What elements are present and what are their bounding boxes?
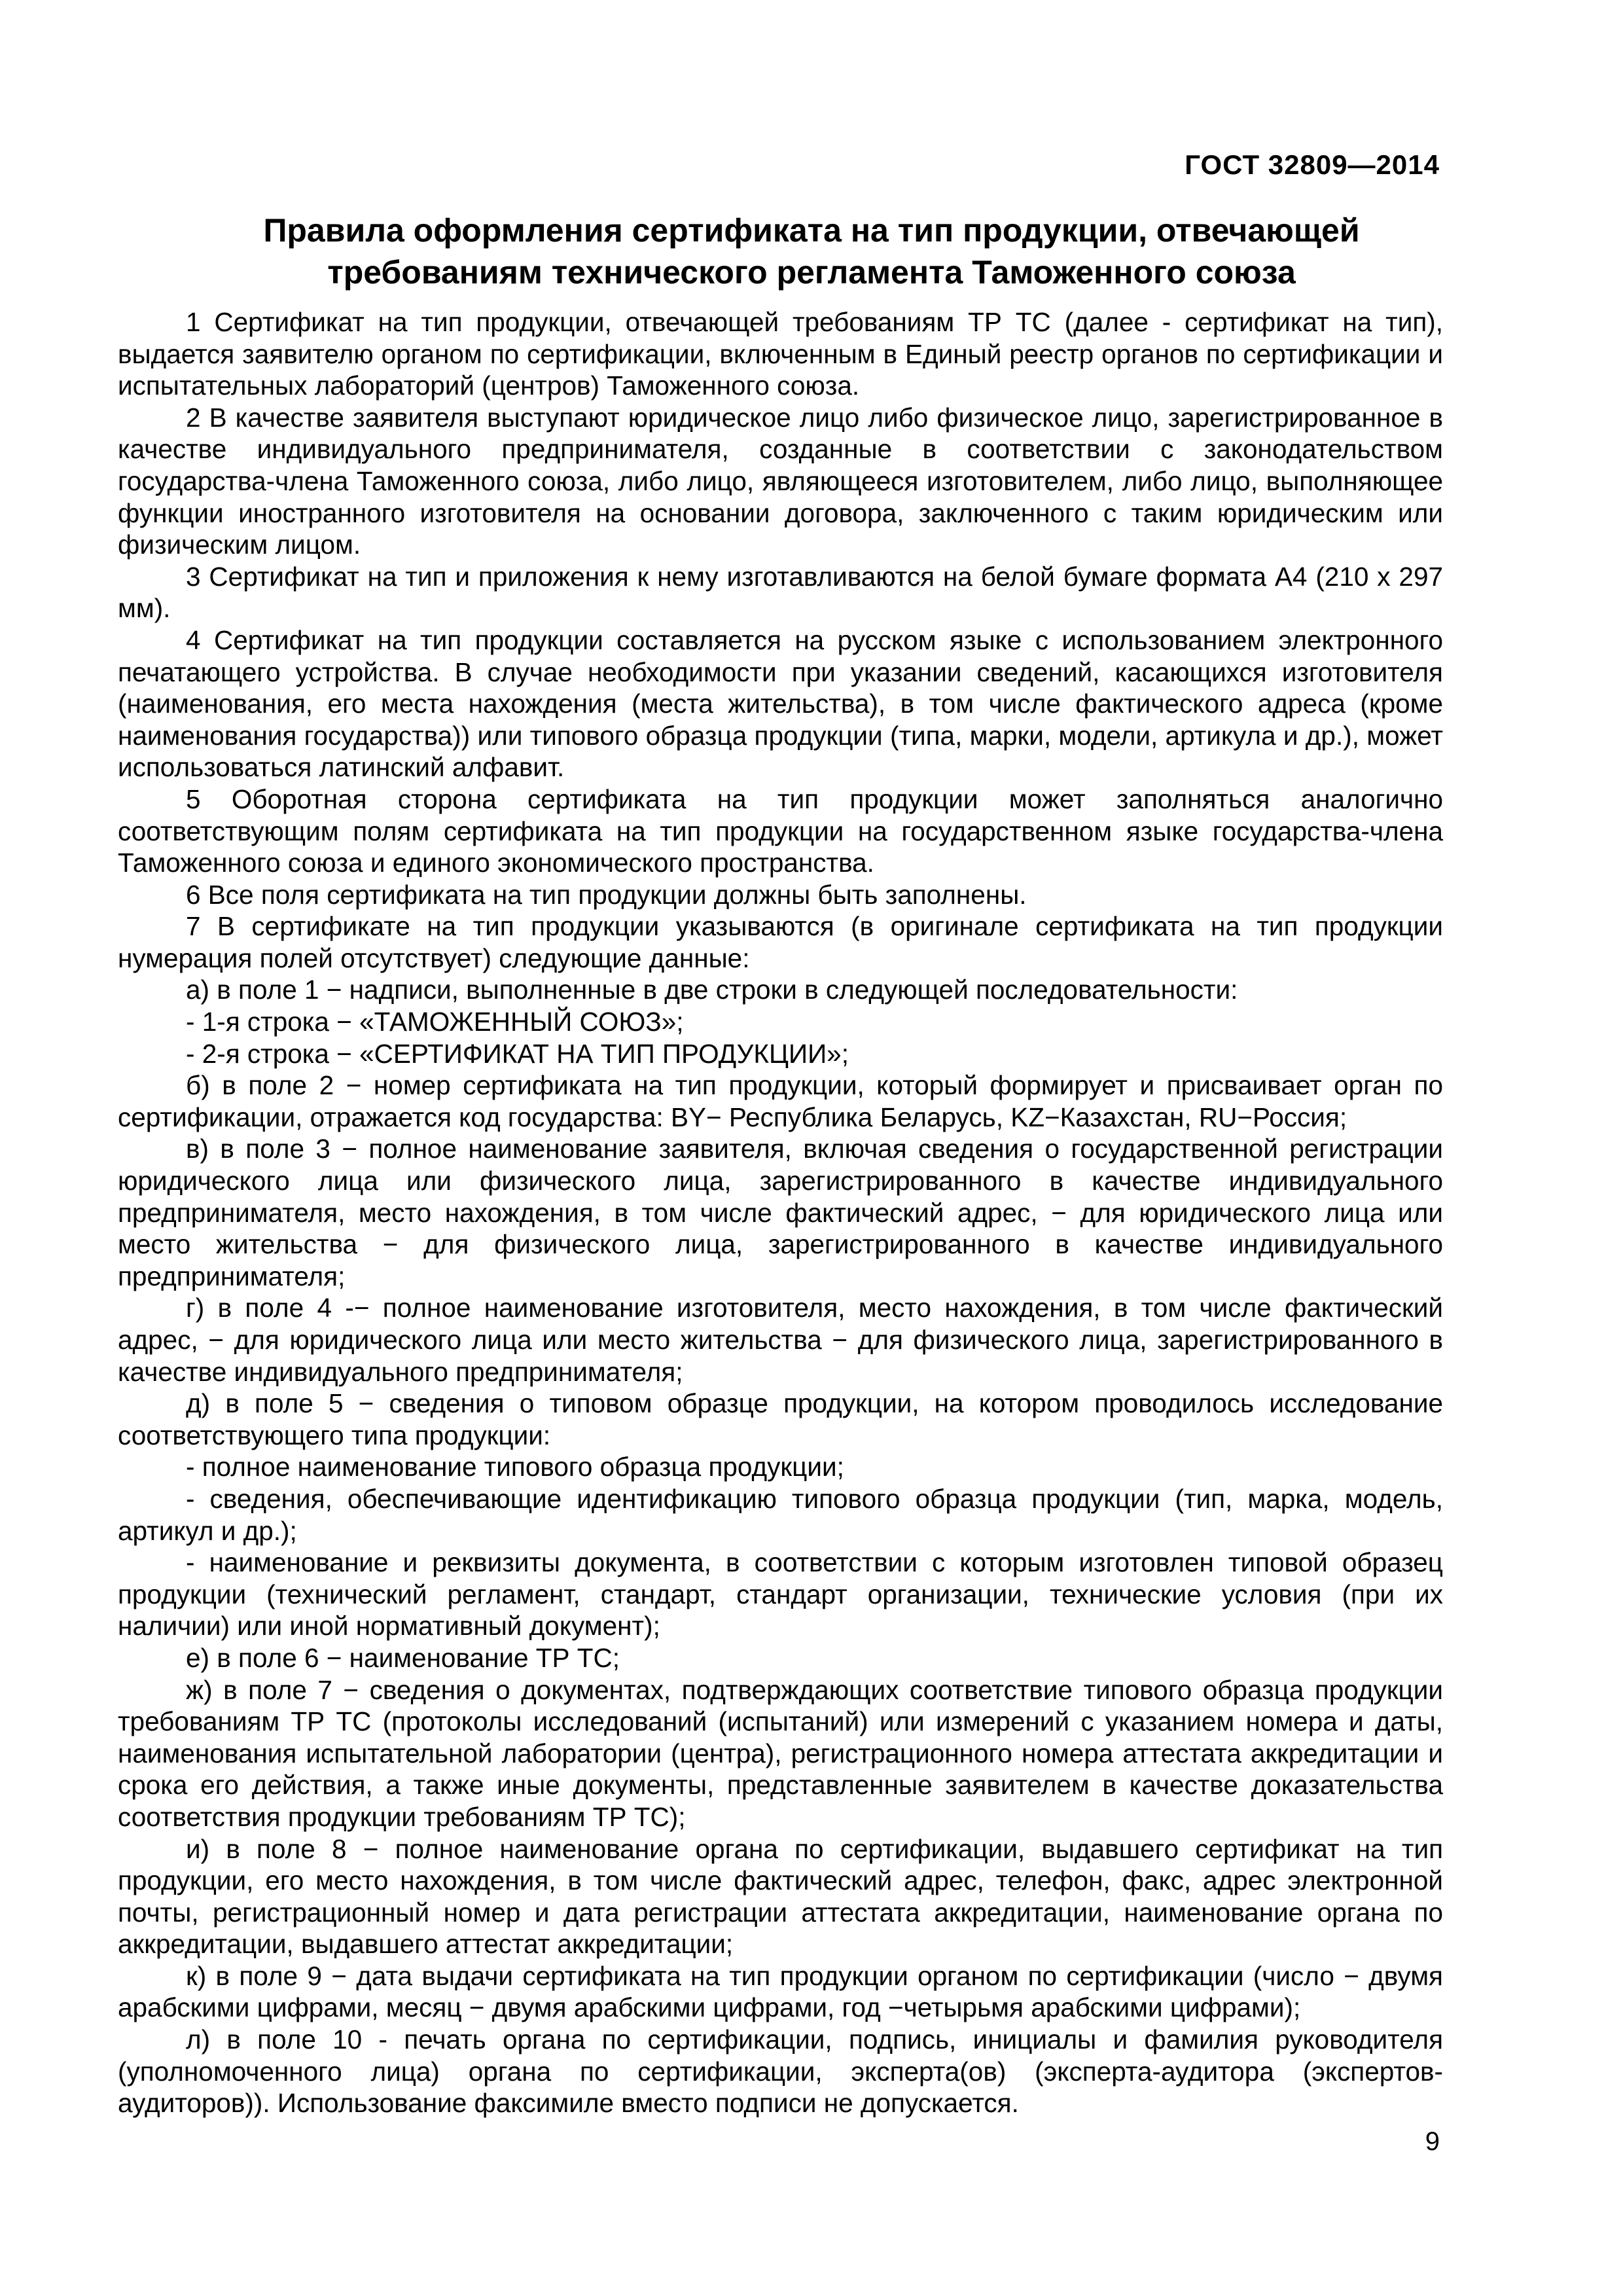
paragraph: 4 Сертификат на тип продукции составляется на русском языке с использованием электронного печатающего устройства. В случае необходимости при указании сведений, касающихся изготовителя (наименования, его места нахождения (места жительства), в том числе фактического адреса (кроме наименования государства)) или типового образца продукции (типа, марки, модели, артикула и др.), может использоваться латинский алфавит. — [118, 624, 1443, 783]
paragraph: 7 В сертификате на тип продукции указываются (в оригинале сертификата на тип продукции нумерация полей отсутствует) следующие данные: — [118, 911, 1443, 973]
list-item: и) в поле 8 − полное наименование органа по сертификации, выдавшего сертификат на тип продукции, его место нахождения, в том числе фактический адрес, телефон, факс, адрес электронной почты, регистрационный номер и дата регистрации аттестата аккредитации, наименование органа по аккредитации, выдавшего аттестат аккредитации; — [118, 1833, 1443, 1960]
page-number: 9 — [1425, 2127, 1440, 2156]
paragraph: 3 Сертификат на тип и приложения к нему изготавливаются на белой бумаге формата А4 (210 х 297 мм). — [118, 561, 1443, 624]
paragraph: 6 Все поля сертификата на тип продукции должны быть заполнены. — [186, 879, 1027, 910]
list-item: - наименование и реквизиты документа, в соответствии с которым изготовлен типовой образец продукции (технический регламент, стандарт, стандарт организации, технические условия (при их наличии) или иной нормативный документ); — [118, 1547, 1443, 1641]
section-title — [196, 209, 1427, 293]
document-body — [118, 306, 1443, 2119]
section-title-line-2: требованиям технического регламента Таможенного союза — [327, 254, 1296, 291]
list-item: - 2-я строка − «СЕРТИФИКАТ НА ТИП ПРОДУКЦИИ»; — [186, 1038, 849, 1069]
paragraph: 5 Оборотная сторона сертификата на тип продукции может заполняться аналогично соответствующим полям сертификата на тип продукции на государственном языке государства-члена Таможенного союза и единого экономического пространства. — [118, 783, 1443, 878]
list-item: ж) в поле 7 − сведения о документах, подтверждающих соответствие типового образца продукции требованиям ТР ТС (протоколы исследований (испытаний) или измерений с указанием номера и даты, наименования испытательной лаборатории (центра), регистрационного номера аттестата аккредитации и срока его действия, а также иные документы, представленные заявителем в качестве доказательства соответствия продукции требованиям ТР ТС); — [118, 1674, 1443, 1832]
list-item: - полное наименование типового образца продукции; — [186, 1452, 844, 1482]
list-item: б) в поле 2 − номер сертификата на тип продукции, который формирует и присваивает орган по сертификации, отражается код государства: BY− Республика Беларусь, KZ−Казахстан, RU−Россия; — [118, 1070, 1443, 1132]
list-item: в) в поле 3 − полное наименование заявителя, включая сведения о государственной регистрации юридического лица или физического лица, зарегистрированного в качестве индивидуального предпринимателя, место нахождения, в том числе фактический адрес, − для юридического лица или место жительства − для физического лица, зарегистрированного в качестве индивидуального предпринимателя; — [118, 1134, 1443, 1291]
list-item: д) в поле 5 − сведения о типовом образце продукции, на котором проводилось исследование соответствующего типа продукции: — [118, 1388, 1443, 1450]
section-title-line-1: Правила оформления сертификата на тип продукции, отвечающей — [263, 212, 1360, 249]
list-item: а) в поле 1 − надписи, выполненные в две строки в следующей последовательности: — [186, 975, 1238, 1005]
document-code: ГОСТ 32809—2014 — [1185, 149, 1440, 180]
list-item: г) в поле 4 -− полное наименование изготовителя, место нахождения, в том числе фактический адрес, − для юридического лица или место жительства − для физического лица, зарегистрированного в качестве индивидуального предпринимателя; — [118, 1293, 1443, 1387]
list-item: е) в поле 6 − наименование ТР ТС; — [186, 1642, 620, 1673]
list-item: л) в поле 10 - печать органа по сертификации, подпись, инициалы и фамилия руководителя (уполномоченного лица) органа по сертификации, эксперта(ов) (эксперта-аудитора (экспертов-аудиторов)). Использование факсимиле вместо подписи не допускается. — [118, 2024, 1443, 2119]
list-item: к) в поле 9 − дата выдачи сертификата на тип продукции органом по сертификации (число − двумя арабскими цифрами, месяц − двумя арабскими цифрами, год −четырьмя арабскими цифрами); — [118, 1960, 1443, 2023]
list-item: - сведения, обеспечивающие идентификацию типового образца продукции (тип, марка, модель, артикул и др.); — [118, 1483, 1443, 1546]
list-item: - 1-я строка − «ТАМОЖЕННЫЙ СОЮЗ»; — [186, 1007, 684, 1037]
paragraph: 1 Сертификат на тип продукции, отвечающей требованиям ТР ТС (далее - сертификат на тип), выдается заявителю органом по сертификации, включенным в Единый реестр органов по сертификации и испытательных лабораторий (центров) Таможенного союза. — [118, 307, 1443, 401]
paragraph: 2 В качестве заявителя выступают юридическое лицо либо физическое лицо, зарегистрированное в качестве индивидуального предпринимателя, созданные в соответствии с законодательством государства-члена Таможенного союза, либо лицо, являющееся изготовителем, либо лицо, выполняющее функции иностранного изготовителя на основании договора, заключенного с таким юридическим или физическим лицом. — [118, 402, 1443, 560]
